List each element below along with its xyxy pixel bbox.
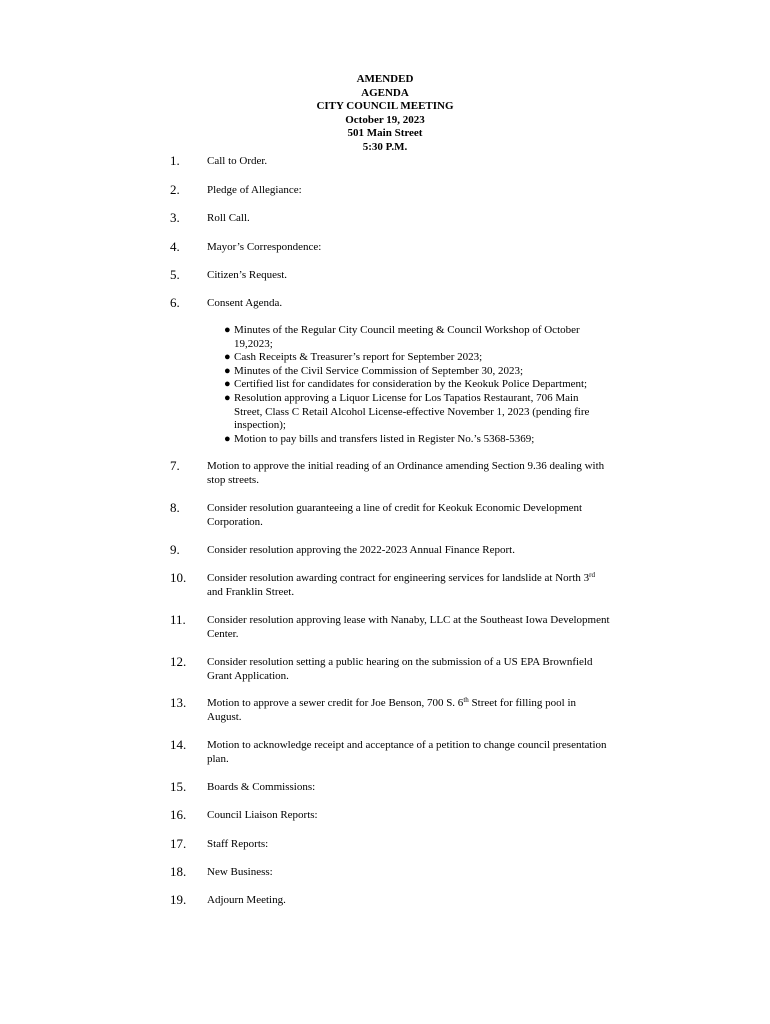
- agenda-item-number: 1.: [170, 153, 180, 168]
- header-date: October 19, 2023: [345, 113, 425, 126]
- consent-agenda-entry: Minutes of the Regular City Council meeting & Council Workshop of October 19,2023;: [234, 324, 580, 350]
- agenda-item-number: 5.: [170, 267, 180, 282]
- consent-agenda-entry: Motion to pay bills and transfers listed in Register No.’s 5368-5369;: [234, 432, 535, 445]
- agenda-item-text: Roll Call.: [207, 212, 250, 224]
- bullet-icon: ●: [224, 364, 231, 377]
- agenda-item-text: New Business:: [207, 866, 273, 878]
- header-agenda: AGENDA: [361, 86, 409, 99]
- agenda-item-number: 16.: [170, 807, 187, 822]
- bullet-icon: ●: [224, 391, 231, 404]
- agenda-item-text: Boards & Commissions:: [207, 781, 316, 793]
- consent-agenda-list: [224, 324, 609, 446]
- agenda-item-number: 7.: [170, 458, 180, 473]
- agenda-item-number: 18.: [170, 864, 187, 879]
- agenda-item-text: Consider resolution guaranteeing a line of credit for Keokuk Economic Development Corporation.: [207, 502, 583, 528]
- agenda-item-text: Mayor’s Correspondence:: [207, 241, 322, 253]
- agenda-item-text-part: Street for filling pool in August.: [207, 697, 576, 723]
- agenda-header: [0, 73, 770, 155]
- agenda-item-number: 6.: [170, 295, 180, 310]
- agenda-item-number: 12.: [170, 654, 187, 669]
- agenda-item-number: 4.: [170, 239, 180, 254]
- header-address: 501 Main Street: [347, 127, 423, 140]
- consent-agenda-entry: Resolution approving a Liquor License for Los Tapatios Restaurant, 706 Main Street, Class C Retail Alcohol License-effective November 1, 2023 (pending fire inspection);: [234, 391, 590, 432]
- consent-agenda-entry: Minutes of the Civil Service Commission of September 30, 2023;: [234, 364, 524, 377]
- agenda-item-text: Consider resolution approving lease with Nanaby, LLC at the Southeast Iowa Development Center.: [207, 614, 610, 640]
- agenda-item-text: Staff Reports:: [207, 838, 269, 850]
- agenda-item-text: [207, 697, 612, 724]
- list-item: [224, 392, 609, 433]
- agenda-item-number: 10.: [170, 570, 187, 585]
- agenda-item-text-part: and Franklin Street.: [207, 585, 295, 598]
- ordinal-suffix: rd: [589, 571, 595, 579]
- list-item: [224, 378, 609, 392]
- bullet-icon: ●: [224, 378, 231, 391]
- agenda-item-number: 19.: [170, 892, 187, 907]
- agenda-item-number: 13.: [170, 695, 187, 710]
- agenda-item-number: 8.: [170, 500, 180, 515]
- agenda-item-number: 3.: [170, 210, 180, 225]
- consent-agenda-entry: Cash Receipts & Treasurer’s report for September 2023;: [234, 351, 483, 364]
- agenda-item-text: Citizen’s Request.: [207, 269, 288, 281]
- agenda-item-text-part: Consider resolution awarding contract for engineering services for landslide at North 3: [207, 572, 590, 584]
- consent-agenda-entry: Certified list for candidates for consideration by the Keokuk Police Department;: [234, 378, 588, 391]
- agenda-item-number: 11.: [170, 612, 186, 627]
- agenda-item-text: Motion to acknowledge receipt and acceptance of a petition to change council presentation plan.: [207, 739, 607, 765]
- agenda-item-number: 2.: [170, 182, 180, 197]
- header-amended: AMENDED: [356, 73, 414, 85]
- agenda-item-number: 14.: [170, 737, 187, 752]
- bullet-icon: ●: [224, 324, 231, 336]
- agenda-item-text: [207, 572, 612, 599]
- agenda-item-text: Call to Order.: [207, 155, 268, 167]
- bullet-icon: ●: [224, 351, 231, 364]
- agenda-item-text: Consent Agenda.: [207, 297, 283, 309]
- agenda-item-text: Consider resolution setting a public hearing on the submission of a US EPA Brownfield Grant Application.: [207, 656, 593, 682]
- list-item: [224, 324, 609, 351]
- agenda-item-number: 15.: [170, 779, 187, 794]
- agenda-item-text: Consider resolution approving the 2022-2023 Annual Finance Report.: [207, 544, 515, 556]
- agenda-item-text-part: Motion to approve a sewer credit for Joe Benson, 700 S. 6: [207, 697, 464, 709]
- list-item: [224, 433, 609, 447]
- agenda-item-text: Council Liaison Reports:: [207, 809, 318, 821]
- list-item: [224, 351, 609, 365]
- header-time: 5:30 P.M.: [362, 140, 408, 153]
- list-item: [224, 365, 609, 379]
- ordinal-suffix: th: [463, 696, 469, 704]
- agenda-item-text: Adjourn Meeting.: [207, 894, 286, 906]
- agenda-item-text: Pledge of Allegiance:: [207, 184, 302, 196]
- header-meeting-title: CITY COUNCIL MEETING: [316, 100, 454, 113]
- agenda-item-number: 17.: [170, 836, 187, 851]
- bullet-icon: ●: [224, 432, 231, 445]
- agenda-item-text: Motion to approve the initial reading of an Ordinance amending Section 9.36 dealing with stop streets.: [207, 460, 605, 486]
- agenda-item-number: 9.: [170, 542, 180, 557]
